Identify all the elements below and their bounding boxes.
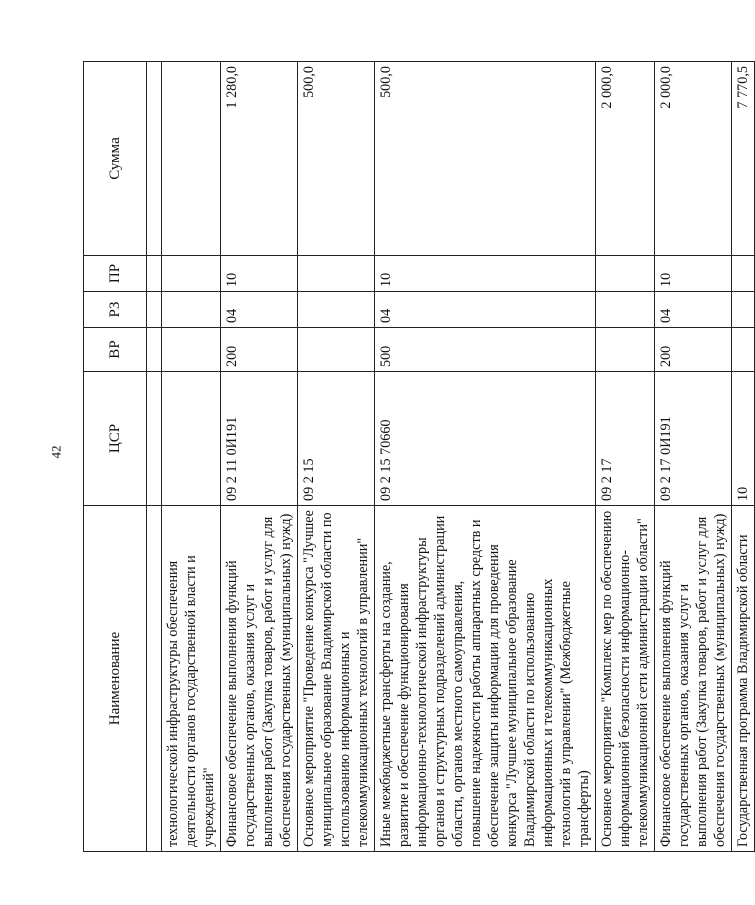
- cell-vr: [732, 328, 755, 372]
- table-row: [162, 62, 221, 852]
- cell-rz: 04: [655, 292, 732, 328]
- cell-pr: 10: [221, 256, 298, 292]
- cell-name: Основное мероприятие "Комплекс мер по обеспечению информационной безопасности информационно-телекоммуникационной сети администрации области": [596, 506, 655, 852]
- cell-pr: 10: [655, 256, 732, 292]
- header-sum: Сумма: [84, 62, 147, 256]
- header-csr: ЦСР: [84, 372, 147, 506]
- cell-rz: 04: [221, 292, 298, 328]
- cell-sum: 2 000,0: [596, 62, 655, 256]
- cell-vr: [298, 328, 375, 372]
- cell-name: Финансовое обеспечение выполнения функций государственных органов, оказания услуг и выполнения работ (Закупка товаров, работ и услуг для обеспечения государственных (муниципальных) нужд): [221, 506, 298, 852]
- budget-table: [83, 61, 755, 852]
- cell-name: Государственная программа Владимирской области: [732, 506, 755, 852]
- header-name: Наименование: [84, 506, 147, 852]
- cell-pr: [298, 256, 375, 292]
- header-pr: ПР: [84, 256, 147, 292]
- table-row: [221, 62, 298, 852]
- cell-csr: [162, 372, 221, 506]
- cell-vr: 200: [221, 328, 298, 372]
- cell-vr: [162, 328, 221, 372]
- cell-csr: 09 2 15 70660: [375, 372, 596, 506]
- cell-csr: 09 2 11 0И191: [221, 372, 298, 506]
- cell-rz: 04: [375, 292, 596, 328]
- cell-csr: 10: [732, 372, 755, 506]
- cell-pr: 10: [375, 256, 596, 292]
- cell-sum: [162, 62, 221, 256]
- cell-csr: 09 2 17 0И191: [655, 372, 732, 506]
- budget-table-rotated: [83, 62, 751, 852]
- cell-csr: 09 2 17: [596, 372, 655, 506]
- cell-rz: [732, 292, 755, 328]
- spacer-cell: [147, 372, 162, 506]
- cell-sum: 7 770,5: [732, 62, 755, 256]
- cell-rz: [162, 292, 221, 328]
- cell-name: Финансовое обеспечение выполнения функций государственных органов, оказания услуг и выполнения работ (Закупка товаров, работ и услуг для обеспечения государственных (муниципальных) нужд): [655, 506, 732, 852]
- spacer-cell: [147, 506, 162, 852]
- page-number: 42: [48, 445, 64, 459]
- spacer-cell: [147, 256, 162, 292]
- table-row: [298, 62, 375, 852]
- cell-sum: 500,0: [298, 62, 375, 256]
- document-sheet: [83, 62, 751, 852]
- table-row: [596, 62, 655, 852]
- cell-sum: 500,0: [375, 62, 596, 256]
- header-rz: РЗ: [84, 292, 147, 328]
- cell-sum: 2 000,0: [655, 62, 732, 256]
- cell-vr: 500: [375, 328, 596, 372]
- cell-pr: [596, 256, 655, 292]
- spacer-cell: [147, 328, 162, 372]
- cell-csr: 09 2 15: [298, 372, 375, 506]
- header-row: [84, 62, 147, 852]
- cell-vr: [596, 328, 655, 372]
- cell-pr: [732, 256, 755, 292]
- cell-name: Иные межбюджетные трансферты на создание, развитие и обеспечение функционирования информационно-технологической инфраструктуры органов и структурных подразделений администрации области, органов местного самоуправления, повышение надежности работы аппаратных средств и обеспечение защиты информации для проведения конкурса "Лучшее муниципальное образование Владимирской области по использованию информационных и телекоммуникационных технологий в управлении" (Межбюджетные трансферты): [375, 506, 596, 852]
- table-row: [732, 62, 755, 852]
- cell-rz: [298, 292, 375, 328]
- cell-pr: [162, 256, 221, 292]
- cell-name: Основное мероприятие "Проведение конкурса "Лучшее муниципальное образование Владимирской области по использованию информационных и телекоммуникационных технологий в управлении": [298, 506, 375, 852]
- table-row: [375, 62, 596, 852]
- header-spacer-row: [147, 62, 162, 852]
- cell-sum: 1 280,0: [221, 62, 298, 256]
- header-vr: ВР: [84, 328, 147, 372]
- spacer-cell: [147, 292, 162, 328]
- cell-name: технологической инфраструктуры обеспечения деятельности органов государственной власти и учреждений": [162, 506, 221, 852]
- cell-vr: 200: [655, 328, 732, 372]
- spacer-cell: [147, 62, 162, 256]
- cell-rz: [596, 292, 655, 328]
- table-row: [655, 62, 732, 852]
